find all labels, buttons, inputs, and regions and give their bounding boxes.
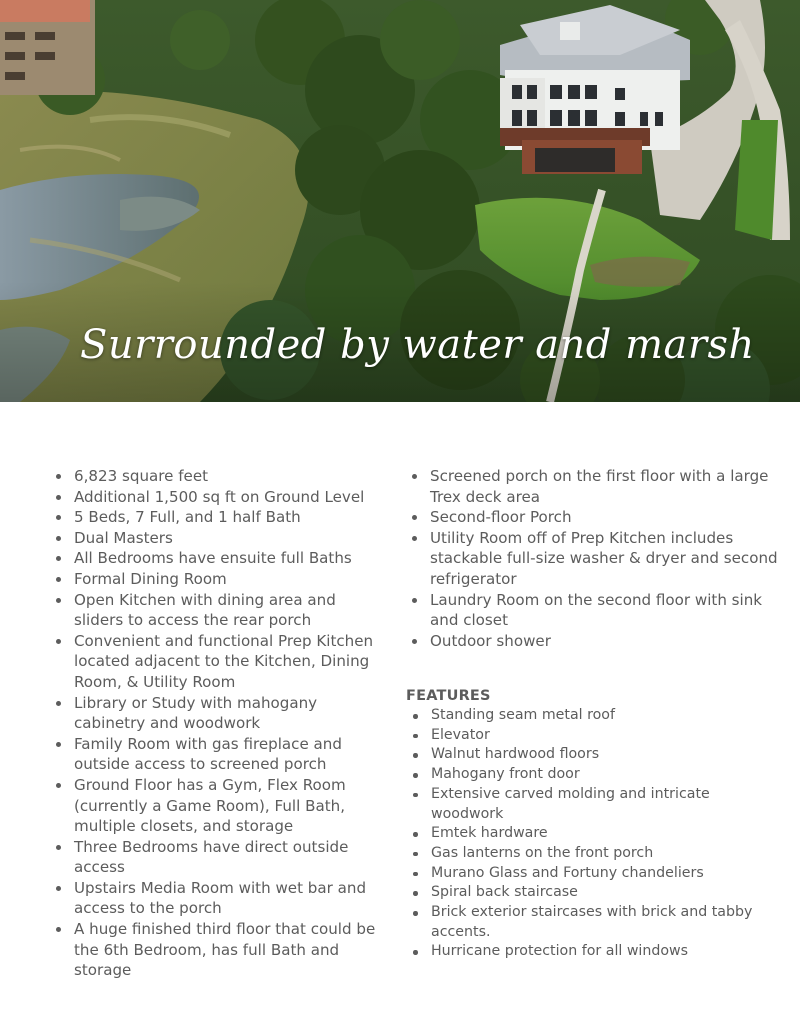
feature-item: Standing seam metal roof <box>406 706 786 726</box>
feature-item: Murano Glass and Fortuny chandeliers <box>406 864 786 884</box>
list-item: Formal Dining Room <box>52 569 388 590</box>
feature-item: Elevator <box>406 726 786 746</box>
list-item: Family Room with gas fireplace and outside access to screened porch <box>52 734 388 775</box>
list-item: Dual Masters <box>52 528 388 549</box>
list-item: Ground Floor has a Gym, Flex Room (currently a Game Room), Full Bath, multiple closets, and storage <box>52 775 388 837</box>
list-item: Three Bedrooms have direct outside access <box>52 837 388 878</box>
list-item: Laundry Room on the second floor with sink and closet <box>408 590 778 631</box>
list-item: A huge finished third floor that could be the 6th Bedroom, has full Bath and storage <box>52 919 388 981</box>
feature-item: Walnut hardwood floors <box>406 745 786 765</box>
hero-photo <box>0 0 800 402</box>
list-item: Screened porch on the first floor with a large Trex deck area <box>408 466 778 507</box>
list-item: Upstairs Media Room with wet bar and access to the porch <box>52 878 388 919</box>
feature-item: Mahogany front door <box>406 765 786 785</box>
feature-item: Gas lanterns on the front porch <box>406 844 786 864</box>
details-list-right <box>408 466 778 651</box>
feature-item: Emtek hardware <box>406 824 786 844</box>
feature-item: Brick exterior staircases with brick and tabby accents. <box>406 903 786 942</box>
feature-item: Spiral back staircase <box>406 883 786 903</box>
list-item: 5 Beds, 7 Full, and 1 half Bath <box>52 507 388 528</box>
list-item: Additional 1,500 sq ft on Ground Level <box>52 487 388 508</box>
details-list-left <box>52 466 388 981</box>
list-item: Convenient and functional Prep Kitchen located adjacent to the Kitchen, Dining Room, & Utility Room <box>52 631 388 693</box>
hero-caption: Surrounded by water and marsh <box>80 322 755 368</box>
list-item: Library or Study with mahogany cabinetry and woodwork <box>52 693 388 734</box>
list-item: 6,823 square feet <box>52 466 388 487</box>
features-list <box>406 706 786 962</box>
list-item: Outdoor shower <box>408 631 778 652</box>
list-item: Utility Room off of Prep Kitchen includes stackable full-size washer & dryer and second refrigerator <box>408 528 778 590</box>
list-item: Open Kitchen with dining area and sliders to access the rear porch <box>52 590 388 631</box>
features-heading: FEATURES <box>406 688 491 704</box>
feature-item: Hurricane protection for all windows <box>406 942 786 962</box>
feature-item: Extensive carved molding and intricate woodwork <box>406 785 786 824</box>
list-item: All Bedrooms have ensuite full Baths <box>52 548 388 569</box>
features-section <box>406 688 786 962</box>
list-item: Second-floor Porch <box>408 507 778 528</box>
